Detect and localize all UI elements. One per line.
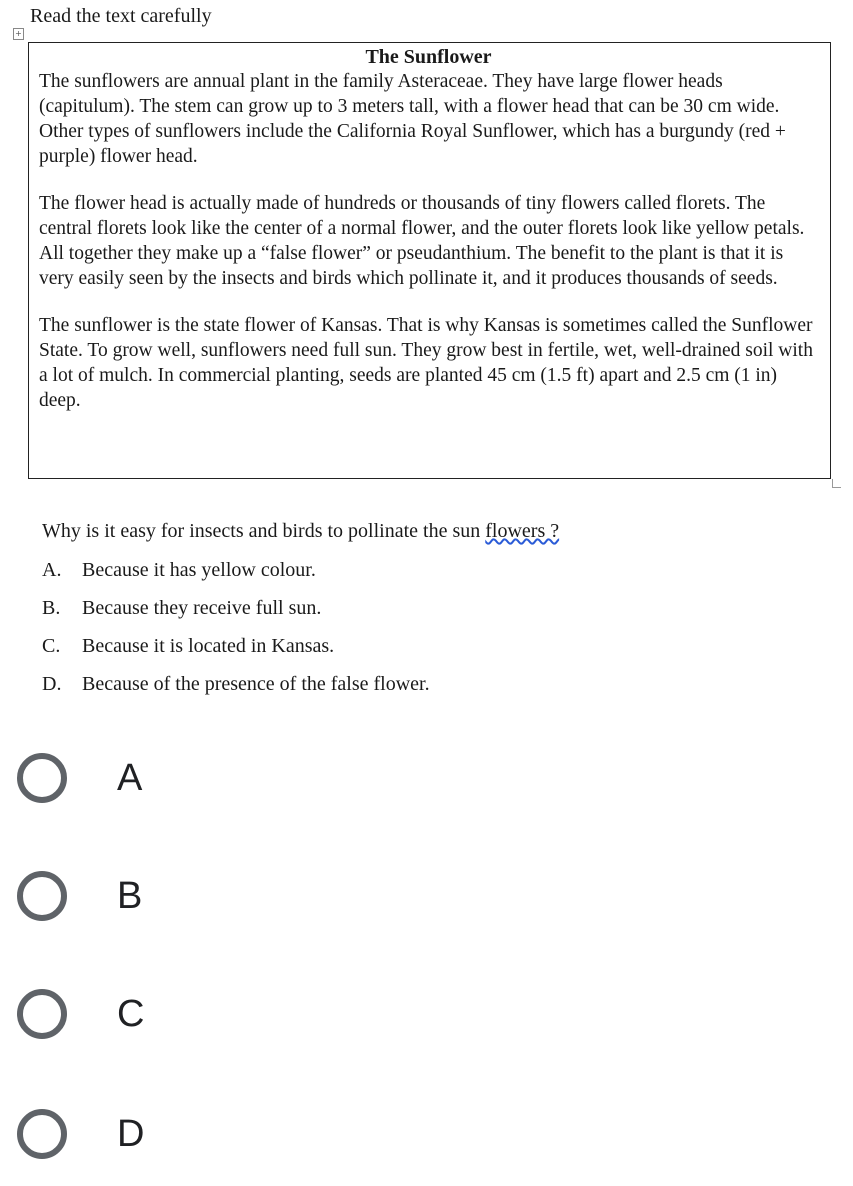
choice-letter: B.	[42, 597, 61, 619]
passage-paragraph: The flower head is actually made of hundreds or thousands of tiny flowers called florets. The central florets look like the center of a normal flower, and the outer florets look like yellow petals. All together they make up a “false flower” or pseudanthium. The benefit to the plant is that it is very easily seen by the insects and birds which pollinate it, and it produces thousands of seeds.	[39, 193, 805, 289]
choice-item	[42, 671, 430, 709]
radio-button-icon[interactable]	[17, 989, 67, 1039]
question-text-spellcheck: flowers ?	[485, 520, 560, 542]
table-resize-handle-icon	[832, 479, 841, 488]
passage-title: The Sunflower	[365, 46, 492, 68]
passage-paragraph: The sunflower is the state flower of Kansas. That is why Kansas is sometimes called the Sunflower State. To grow well, sunflowers need full sun. They grow best in fertile, wet, well-drained soil with a lot of mulch. In commercial planting, seeds are planted 45 cm (1.5 ft) apart and 2.5 cm (1 in) deep.	[39, 315, 813, 411]
choice-item	[42, 595, 430, 633]
radio-option-c[interactable]	[17, 984, 144, 1044]
choice-text: Because they receive full sun.	[82, 597, 322, 619]
question-text-main: Why is it easy for insects and birds to pollinate the sun	[42, 520, 486, 542]
radio-option-label[interactable]: A	[117, 756, 143, 799]
radio-option-label[interactable]: B	[117, 874, 143, 917]
choice-letter: C.	[42, 635, 61, 657]
choice-item	[42, 557, 430, 595]
instruction-text: Read the text carefully	[30, 5, 212, 27]
radio-option-a[interactable]	[17, 748, 142, 808]
radio-option-label[interactable]: C	[117, 992, 145, 1035]
radio-option-label[interactable]: D	[117, 1112, 145, 1155]
choice-item	[42, 633, 430, 671]
choice-text: Because it has yellow colour.	[82, 559, 316, 581]
choice-text: Because it is located in Kansas.	[82, 635, 335, 657]
question-text	[42, 520, 559, 543]
radio-button-icon[interactable]	[17, 871, 67, 921]
answer-choices-list	[42, 557, 430, 709]
radio-option-d[interactable]	[17, 1104, 144, 1164]
choice-letter: D.	[42, 673, 62, 695]
passage-paragraph: The sunflowers are annual plant in the family Asteraceae. They have large flower heads (capitulum). The stem can grow up to 3 meters tall, with a flower head that can be 30 cm wide. Other types of sunflowers include the California Royal Sunflower, which has a burgundy (red + purple) flower head.	[39, 71, 786, 167]
radio-option-b[interactable]	[17, 866, 142, 926]
table-move-handle-icon: +	[13, 28, 24, 40]
choice-text: Because of the presence of the false flower.	[82, 673, 430, 695]
radio-button-icon[interactable]	[17, 1109, 67, 1159]
radio-button-icon[interactable]	[17, 753, 67, 803]
passage-box	[28, 42, 831, 479]
choice-letter: A.	[42, 559, 62, 581]
